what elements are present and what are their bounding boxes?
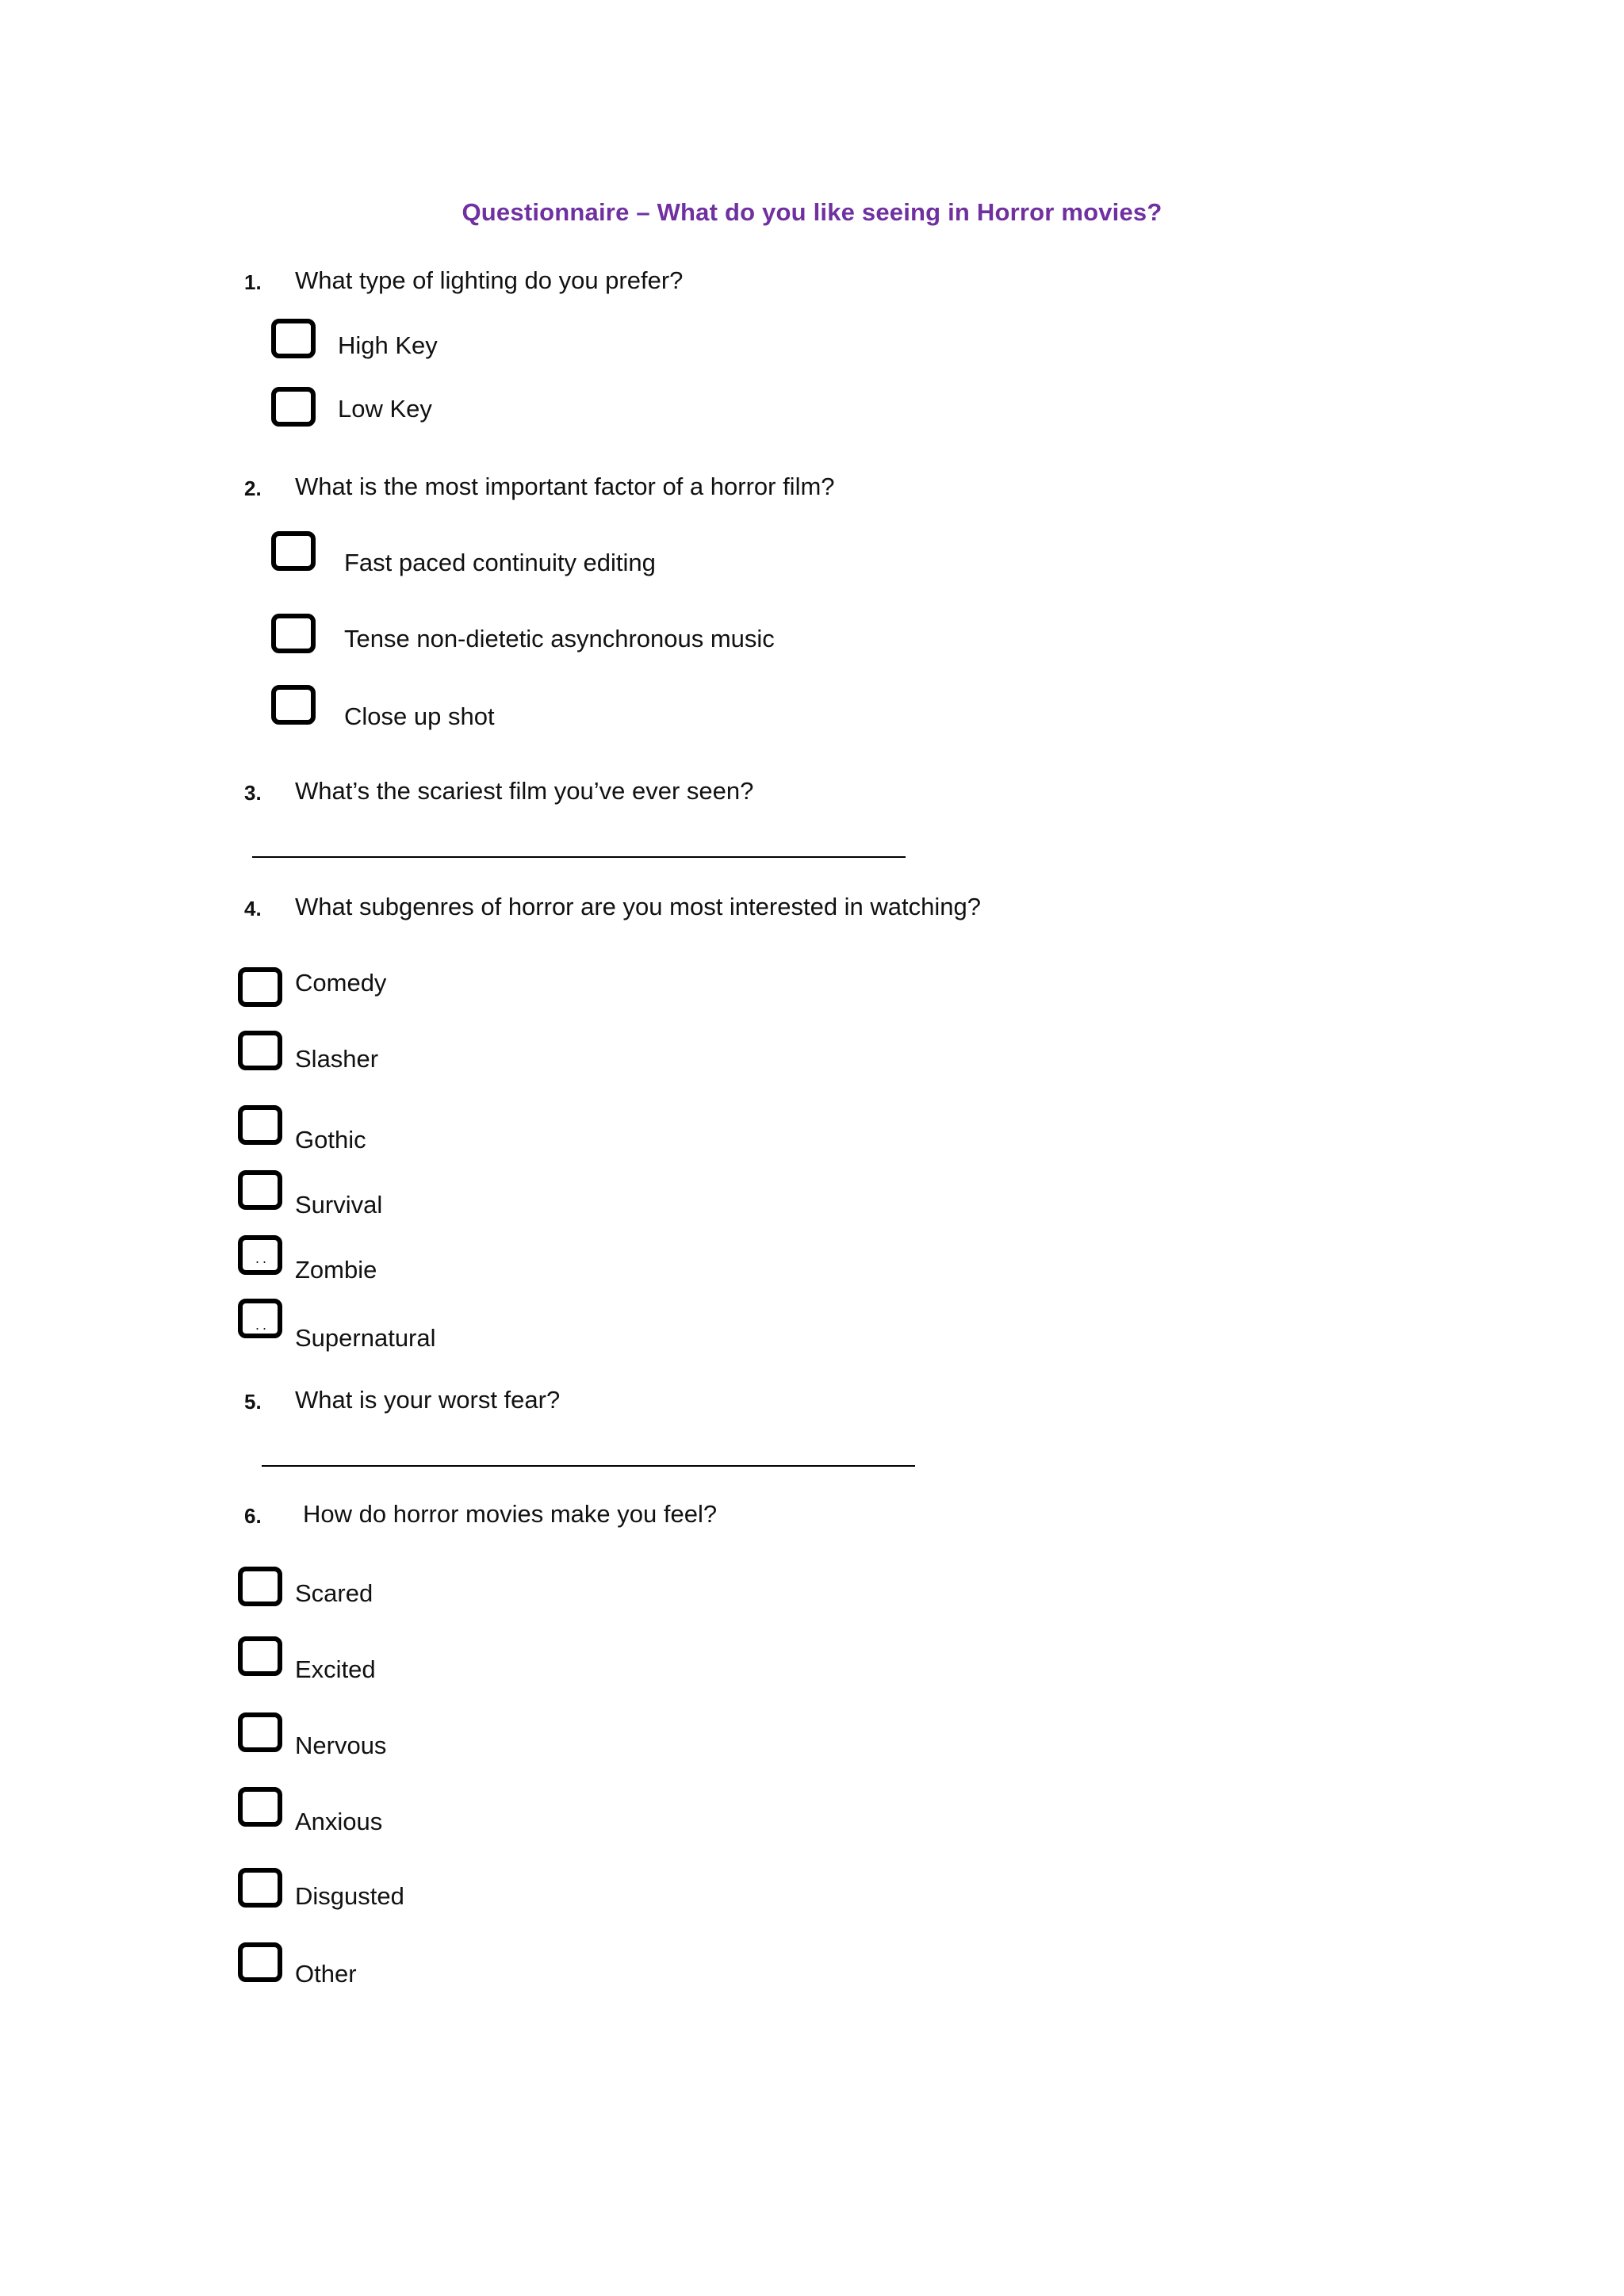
question-number: 3. bbox=[244, 781, 262, 805]
question-text: What’s the scariest film you’ve ever seen? bbox=[295, 777, 754, 805]
option-label: Low Key bbox=[338, 395, 432, 423]
checkbox-icon[interactable] bbox=[238, 1712, 282, 1752]
question-text: What is your worst fear? bbox=[295, 1386, 561, 1414]
checkbox-icon[interactable] bbox=[238, 1787, 282, 1827]
checkbox-icon[interactable] bbox=[238, 1105, 282, 1145]
option-label: Scared bbox=[295, 1579, 373, 1607]
checkbox-icon[interactable] bbox=[238, 1868, 282, 1908]
option-label: Slasher bbox=[295, 1045, 379, 1073]
checkbox-icon[interactable]: .. bbox=[238, 1235, 282, 1275]
checkbox-icon[interactable] bbox=[238, 1942, 282, 1982]
option-label: High Key bbox=[338, 331, 438, 359]
option-label: Supernatural bbox=[295, 1324, 436, 1352]
question-number: 4. bbox=[244, 897, 262, 920]
option-label: Zombie bbox=[295, 1256, 377, 1284]
option-label: Other bbox=[295, 1960, 357, 1988]
option-label: Gothic bbox=[295, 1126, 366, 1154]
option-label: Disgusted bbox=[295, 1882, 404, 1910]
option-label: Survival bbox=[295, 1191, 383, 1219]
question-number: 5. bbox=[244, 1390, 262, 1414]
checkbox-icon[interactable] bbox=[271, 531, 316, 571]
checkbox-icon[interactable] bbox=[271, 319, 316, 358]
question-text: How do horror movies make you feel? bbox=[303, 1500, 718, 1528]
checkbox-icon[interactable] bbox=[271, 614, 316, 653]
checkbox-icon[interactable] bbox=[238, 967, 282, 1007]
answer-line-scariest-film[interactable] bbox=[252, 856, 906, 858]
option-label: Comedy bbox=[295, 969, 387, 997]
checkbox-icon[interactable] bbox=[238, 1636, 282, 1676]
question-text: What is the most important factor of a horror film? bbox=[295, 473, 835, 500]
question-text: What type of lighting do you prefer? bbox=[295, 266, 684, 294]
option-label: Fast paced continuity editing bbox=[344, 549, 656, 576]
checkbox-icon[interactable]: .. bbox=[238, 1299, 282, 1338]
answer-line-worst-fear[interactable] bbox=[262, 1465, 915, 1467]
question-number: 1. bbox=[244, 270, 262, 294]
question-number: 2. bbox=[244, 476, 262, 500]
question-text: What subgenres of horror are you most interested in watching? bbox=[295, 893, 982, 920]
checkbox-icon[interactable] bbox=[238, 1567, 282, 1606]
checkbox-icon[interactable] bbox=[271, 387, 316, 427]
option-label: Excited bbox=[295, 1655, 376, 1683]
option-label: Close up shot bbox=[344, 702, 495, 730]
option-label: Tense non-dietetic asynchronous music bbox=[344, 625, 775, 652]
question-number: 6. bbox=[244, 1504, 262, 1528]
checkbox-icon[interactable] bbox=[271, 685, 316, 725]
option-label: Anxious bbox=[295, 1808, 383, 1835]
checkbox-icon[interactable] bbox=[238, 1031, 282, 1070]
page-title: Questionnaire – What do you like seeing in Horror movies? bbox=[462, 198, 1162, 226]
option-label: Nervous bbox=[295, 1732, 387, 1759]
checkbox-icon[interactable] bbox=[238, 1170, 282, 1210]
